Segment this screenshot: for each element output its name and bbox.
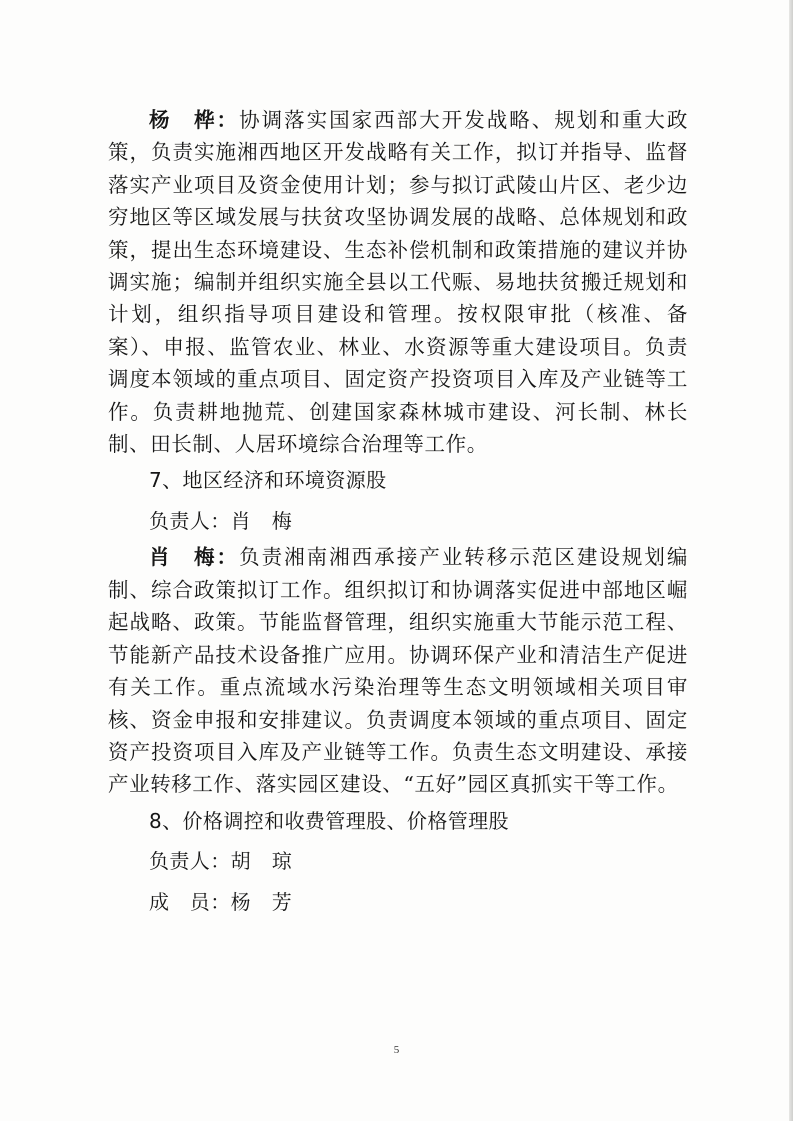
scan-edge-shadow xyxy=(789,0,793,1121)
duty-text: 负责湘南湘西承接产业转移示范区建设规划编制、综合政策拟订工作。组织拟订和协调落实促进中部地区崛起战略、政策。节能监督管理，组织实施重大节能示范工程、节能新产品技术设备推广应用。协调环保产业和清洁生产促进有关工作。重点流域水污染治理等生态文明领域相关项目审核、资金申报和安排建议。负责调度本领域的重点项目、固定资产投资项目入库及产业链等工作。负责生态文明建设、承接产业转移工作、落实园区建设、“五好”园区真抓实干等工作。 xyxy=(108,545,689,797)
member-name: 杨 芳 xyxy=(230,889,293,914)
head-label: 负责人： xyxy=(149,849,231,874)
head-name: 肖 梅 xyxy=(230,508,293,533)
member-label: 成 员： xyxy=(149,889,231,914)
section-8-members xyxy=(108,882,688,923)
section-8-head xyxy=(108,841,688,882)
head-label: 负责人： xyxy=(149,508,231,533)
section-heading-8: 8、价格调控和收费管理股、价格管理股 xyxy=(149,808,509,833)
section-heading-7: 7、地区经济和环境资源股 xyxy=(149,468,387,493)
duty-paragraph-xiao-mei xyxy=(108,541,688,800)
person-name-lead: 杨 桦： xyxy=(149,108,240,132)
page-number: 5 xyxy=(393,1044,400,1056)
duty-paragraph-yang-hua xyxy=(108,104,688,460)
duty-text: 协调落实国家西部大开发战略、规划和重大政策，负责实施湘西地区开发战略有关工作，拟订并指导、监督落实产业项目及资金使用计划；参与拟订武陵山片区、老少边穷地区等区域发展与扶贫攻坚协调发展的战略、总体规划和政策，提出生态环境建设、生态补偿机制和政策措施的建议并协调实施；编制并组织实施全县以工代赈、易地扶贫搬迁规划和计划，组织指导项目建设和管理。按权限审批（核准、备案）、申报、监管农业、林业、水资源等重大建设项目。负责调度本领域的重点项目、固定资产投资项目入库及产业链等工作。负责耕地抛荒、创建国家森林城市建设、河长制、林长制、田长制、人居环境综合治理等工作。 xyxy=(108,108,689,457)
section-7-head xyxy=(108,501,688,542)
person-name-lead: 肖 梅： xyxy=(149,545,240,570)
head-name: 胡 琼 xyxy=(230,849,293,874)
document-body xyxy=(108,104,688,922)
